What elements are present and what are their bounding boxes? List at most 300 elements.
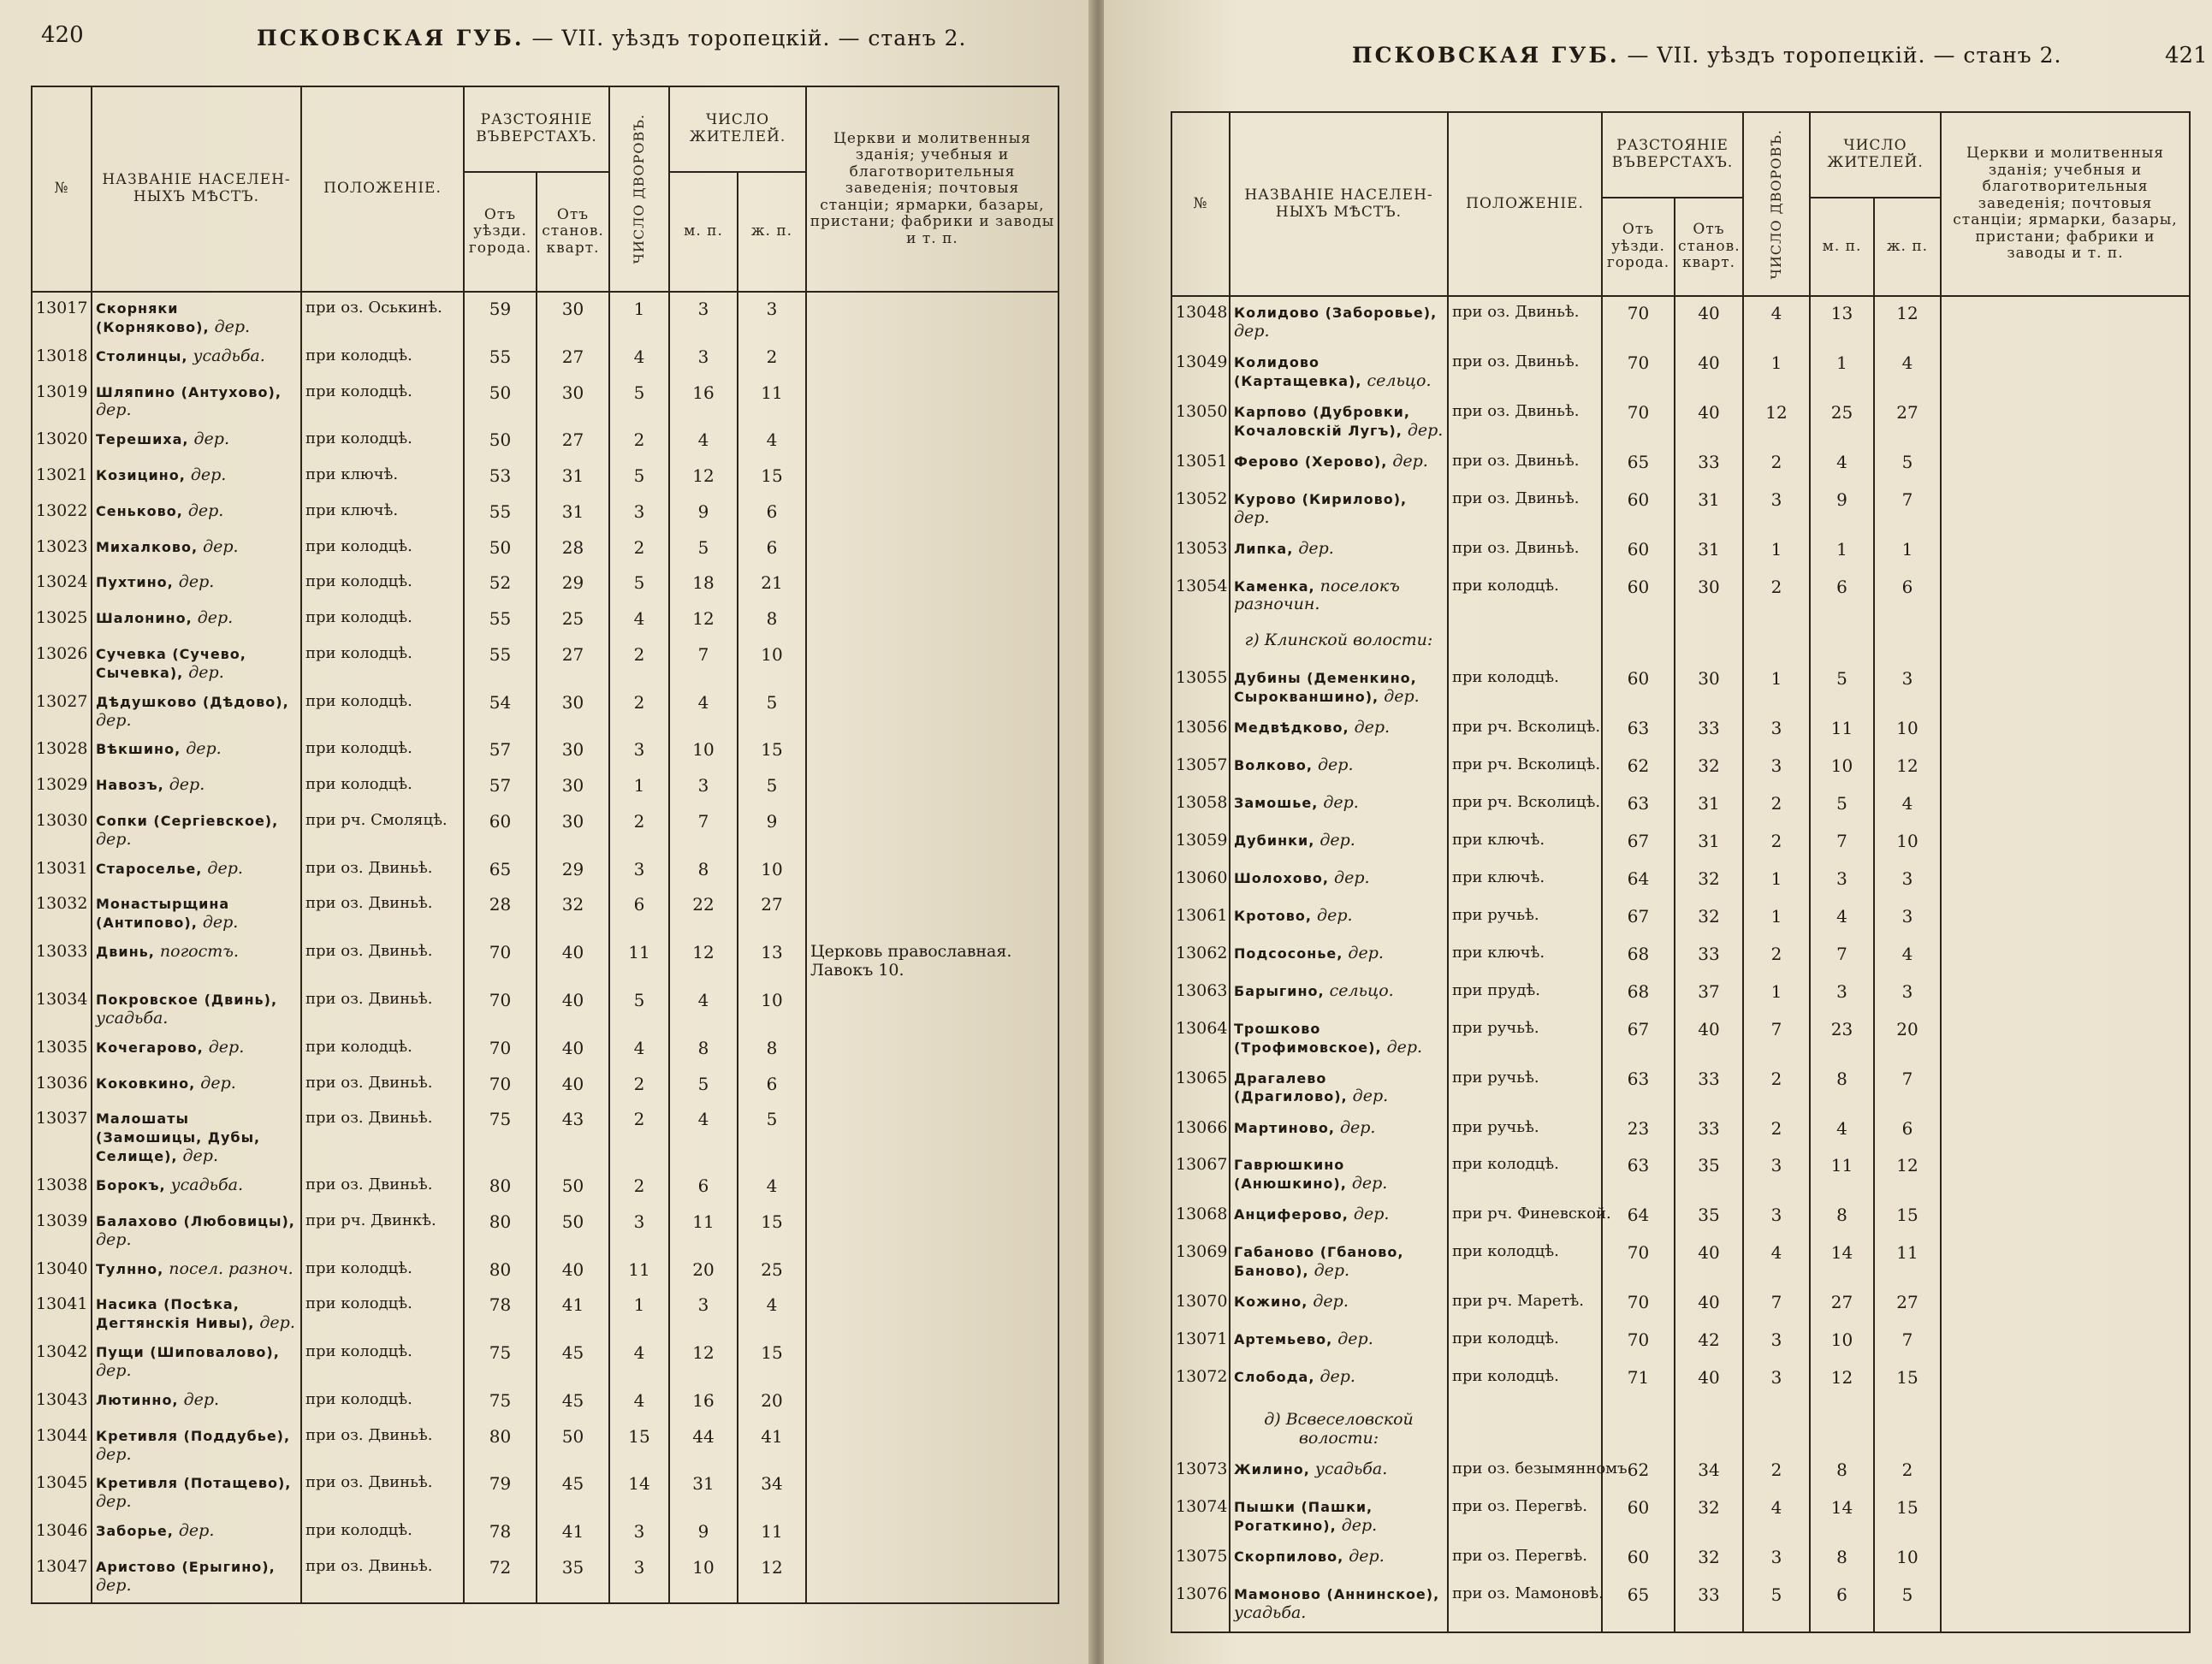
place-name: Жилино, [1234, 1460, 1310, 1477]
distance-station-cell: 32 [1675, 866, 1743, 903]
female-cell: 15 [1874, 1365, 1941, 1402]
row-number: 13026 [32, 642, 92, 690]
place-name-cell [92, 939, 301, 987]
notes-cell [1941, 666, 2190, 715]
position-cell: при колодцѣ. [1448, 1152, 1602, 1202]
yards-cell: 5 [609, 987, 669, 1035]
row-number: 13046 [32, 1519, 92, 1554]
distance-city-cell: 70 [464, 987, 537, 1035]
position-cell: при оз. Двиньѣ. [1448, 350, 1602, 400]
distance-station-cell: 33 [1675, 1116, 1743, 1153]
right-page [1104, 0, 2212, 1664]
notes-cell [1941, 1240, 2190, 1289]
distance-station-cell: 29 [537, 570, 609, 606]
row-number: 13044 [32, 1424, 92, 1472]
female-cell: 10 [1874, 828, 1941, 866]
place-name: Дѣдушково (Дѣдово), [96, 693, 289, 710]
male-cell: 10 [1810, 753, 1874, 791]
distance-station-cell: 33 [1675, 1066, 1743, 1116]
place-kind: дер. [1323, 793, 1359, 813]
distance-city-cell: 70 [464, 1035, 537, 1071]
distance-city-cell: 55 [464, 344, 537, 380]
place-name-cell [92, 499, 301, 535]
yards-cell: 1 [1743, 866, 1810, 903]
place-name: Сучевка (Сучево, Сычевка), [96, 645, 246, 681]
male-cell: 12 [669, 939, 738, 987]
distance-city-cell: 55 [464, 606, 537, 642]
row-number: 13021 [32, 463, 92, 499]
distance-city-cell: 60 [464, 808, 537, 856]
empty-cell [1941, 623, 2190, 666]
place-name-cell [92, 1035, 301, 1071]
female-cell: 7 [1874, 1066, 1941, 1116]
female-cell: 4 [1874, 350, 1941, 400]
running-head-title: ПСКОВСКАЯ ГУБ. [257, 26, 525, 50]
place-name-cell [1230, 1116, 1448, 1153]
table-row [1171, 487, 2190, 536]
distance-station-cell: 43 [537, 1106, 609, 1173]
female-cell: 13 [738, 939, 806, 987]
female-cell: 15 [738, 1340, 806, 1388]
distance-station-cell: 31 [537, 499, 609, 535]
distance-station-cell: 35 [537, 1554, 609, 1603]
notes-cell [1941, 536, 2190, 574]
position-cell: при колодцѣ. [301, 773, 464, 808]
place-name-cell [1230, 1289, 1448, 1327]
place-name-cell [92, 808, 301, 856]
place-name: Шолохово, [1234, 869, 1329, 886]
position-cell: при колодцѣ. [301, 690, 464, 737]
place-name-cell [1230, 903, 1448, 941]
yards-cell: 2 [609, 690, 669, 737]
place-kind: дер. [1234, 507, 1270, 527]
row-number: 13041 [32, 1292, 92, 1340]
row-number: 13038 [32, 1173, 92, 1209]
notes-cell [1941, 1289, 2190, 1327]
distance-city-cell: 80 [464, 1173, 537, 1209]
position-cell: при рч. Всколицѣ. [1448, 753, 1602, 791]
row-number: 13034 [32, 987, 92, 1035]
row-number: 13023 [32, 535, 92, 571]
table-body-right [1171, 296, 2190, 1632]
place-name: Сопки (Сергіевское), [96, 812, 279, 829]
yards-cell: 15 [609, 1424, 669, 1472]
distance-station-cell: 45 [537, 1340, 609, 1388]
place-kind: дер. [1354, 718, 1391, 737]
place-name: Барыгино, [1234, 982, 1325, 999]
place-kind: дер. [1351, 1174, 1388, 1193]
notes-cell [1941, 1116, 2190, 1153]
distance-city-cell: 63 [1602, 791, 1675, 828]
position-cell: при колодцѣ. [1448, 1240, 1602, 1289]
distance-city-cell: 28 [464, 891, 537, 939]
distance-city-cell: 62 [1602, 753, 1675, 791]
place-name-cell [1230, 866, 1448, 903]
place-name-cell [1230, 1240, 1448, 1289]
position-cell: при рч. Двинкѣ. [301, 1209, 464, 1257]
place-kind: дер. [178, 572, 215, 592]
place-kind: дер. [197, 608, 234, 628]
female-cell: 11 [1874, 1240, 1941, 1289]
position-cell: при колодцѣ. [1448, 574, 1602, 624]
position-cell: при ключѣ. [1448, 941, 1602, 979]
place-name-cell [1230, 1582, 1448, 1632]
male-cell: 13 [1810, 300, 1874, 350]
male-cell: 23 [1810, 1016, 1874, 1066]
male-cell: 12 [669, 606, 738, 642]
distance-city-cell: 71 [1602, 1365, 1675, 1402]
position-cell: при оз. Двиньѣ. [301, 1554, 464, 1603]
female-cell: 10 [738, 987, 806, 1035]
position-cell: при ключѣ. [1448, 828, 1602, 866]
notes-cell [1941, 1457, 2190, 1495]
yards-cell: 12 [1743, 400, 1810, 449]
running-head-rest: — VII. уѣздъ торопецкій. — станъ 2. [1627, 43, 2062, 68]
yards-cell: 2 [1743, 828, 1810, 866]
row-number: 13027 [32, 690, 92, 737]
row-number: 13064 [1171, 1016, 1230, 1066]
position-cell: при колодцѣ. [301, 642, 464, 690]
table-row [32, 463, 1059, 499]
notes-cell [806, 606, 1059, 642]
place-kind: дер. [96, 1360, 132, 1380]
place-name-cell [92, 1071, 301, 1107]
notes-cell [806, 499, 1059, 535]
distance-station-cell: 40 [537, 1035, 609, 1071]
yards-cell: 3 [609, 856, 669, 892]
table-row [1171, 1365, 2190, 1402]
yards-cell: 1 [1743, 350, 1810, 400]
notes-cell [1941, 1016, 2190, 1066]
yards-cell: 3 [1743, 487, 1810, 536]
row-number: 13060 [1171, 866, 1230, 903]
female-cell: 9 [738, 808, 806, 856]
table-row [1171, 1289, 2190, 1327]
yards-cell: 3 [1743, 715, 1810, 753]
position-cell: при оз. Двиньѣ. [301, 1471, 464, 1519]
distance-city-cell: 57 [464, 737, 537, 773]
row-number: 13029 [32, 773, 92, 808]
position-cell: при рч. Всколицѣ. [1448, 715, 1602, 753]
distance-city-cell: 50 [464, 427, 537, 463]
place-name-cell [1230, 1365, 1448, 1402]
notes-cell [806, 1209, 1059, 1257]
male-cell: 4 [669, 427, 738, 463]
male-cell: 16 [669, 380, 738, 428]
position-cell: при оз. Двиньѣ. [1448, 300, 1602, 350]
place-name-cell [1230, 1066, 1448, 1116]
col-num: № [1171, 112, 1230, 296]
row-number: 13055 [1171, 666, 1230, 715]
position-cell: при колодцѣ. [301, 535, 464, 571]
row-number: 13061 [1171, 903, 1230, 941]
place-kind: усадьба. [170, 1175, 243, 1195]
notes-cell [1941, 1202, 2190, 1240]
empty-cell [1743, 623, 1810, 666]
distance-station-cell: 40 [1675, 1289, 1743, 1327]
place-kind: дер. [1313, 1292, 1349, 1312]
female-cell: 15 [1874, 1495, 1941, 1544]
position-cell: при оз. Двиньѣ. [301, 1424, 464, 1472]
notes-cell [806, 891, 1059, 939]
position-cell: при рч. Всколицѣ. [1448, 791, 1602, 828]
yards-cell: 3 [1743, 1152, 1810, 1202]
table-row [32, 891, 1059, 939]
empty-cell [1743, 1402, 1810, 1457]
place-name-cell [92, 570, 301, 606]
position-cell: при оз. Перегвѣ. [1448, 1495, 1602, 1544]
female-cell: 15 [1874, 1202, 1941, 1240]
section-row [1171, 623, 2190, 666]
place-name-cell [1230, 487, 1448, 536]
distance-city-cell: 63 [1602, 1066, 1675, 1116]
place-kind: дер. [190, 465, 227, 485]
distance-station-cell: 32 [1675, 1544, 1743, 1582]
row-number: 13062 [1171, 941, 1230, 979]
col-female: ж. п. [1874, 198, 1941, 296]
table-row [32, 1257, 1059, 1293]
col-yards [609, 86, 669, 292]
position-cell: при оз. Двиньѣ. [1448, 536, 1602, 574]
place-kind: дер. [96, 1229, 132, 1249]
place-name: Дубинки, [1234, 832, 1315, 850]
male-cell: 5 [669, 1071, 738, 1107]
female-cell: 10 [1874, 1544, 1941, 1582]
empty-cell [1602, 1402, 1675, 1457]
distance-city-cell: 80 [464, 1424, 537, 1472]
position-cell: при оз. Двиньѣ. [301, 1071, 464, 1107]
row-number: 13020 [32, 427, 92, 463]
distance-station-cell: 30 [1675, 666, 1743, 715]
place-name: Скорпилово, [1234, 1548, 1344, 1565]
female-cell: 34 [738, 1471, 806, 1519]
position-cell: при ручьѣ. [1448, 903, 1602, 941]
male-cell: 9 [669, 1519, 738, 1554]
position-cell: при оз. Двиньѣ. [301, 1173, 464, 1209]
place-name: Медвѣдково, [1234, 719, 1349, 737]
distance-station-cell: 50 [537, 1209, 609, 1257]
place-name-cell [92, 856, 301, 892]
row-number: 13065 [1171, 1066, 1230, 1116]
table-row [32, 856, 1059, 892]
distance-station-cell: 33 [1675, 715, 1743, 753]
place-kind: поселокъ разночин. [1234, 576, 1400, 614]
place-name: Двинь, [96, 944, 155, 961]
male-cell: 7 [1810, 941, 1874, 979]
place-name-cell [92, 1519, 301, 1554]
position-cell: при колодцѣ. [301, 570, 464, 606]
table-row [1171, 828, 2190, 866]
male-cell: 3 [669, 296, 738, 344]
distance-city-cell: 55 [464, 499, 537, 535]
notes-cell: Церковь православная. Лавокъ 10. [806, 939, 1059, 987]
row-number [1171, 623, 1230, 666]
male-cell: 10 [1810, 1327, 1874, 1365]
yards-cell: 2 [1743, 1457, 1810, 1495]
notes-cell [1941, 300, 2190, 350]
position-cell: при рч. Смоляцѣ. [301, 808, 464, 856]
place-kind: дер. [203, 536, 239, 556]
female-cell: 6 [1874, 574, 1941, 624]
col-notes: Церкви и молитвенныя зданія; учебныя и благотворительныя заведенія; почтовыя станціи; ярмарки, базары, пристани; фабрики и заводы и т. п. [1941, 112, 2190, 296]
place-name-cell [92, 463, 301, 499]
place-name-cell [1230, 1016, 1448, 1066]
table-row [32, 1340, 1059, 1388]
place-name: Аристово (Ерыгино), [96, 1558, 276, 1575]
position-cell: при колодцѣ. [301, 344, 464, 380]
distance-station-cell: 31 [1675, 828, 1743, 866]
place-name-cell [92, 1424, 301, 1472]
row-number: 13035 [32, 1035, 92, 1071]
table-row [1171, 574, 2190, 624]
notes-cell [1941, 1327, 2190, 1365]
distance-station-cell: 40 [1675, 1365, 1743, 1402]
distance-city-cell: 79 [464, 1471, 537, 1519]
female-cell: 5 [1874, 1582, 1941, 1632]
male-cell: 14 [1810, 1240, 1874, 1289]
place-name-cell [92, 891, 301, 939]
notes-cell [806, 344, 1059, 380]
place-kind: дер. [1341, 1515, 1378, 1535]
distance-city-cell: 68 [1602, 979, 1675, 1016]
position-cell: при оз. Двиньѣ. [301, 987, 464, 1035]
yards-cell: 5 [1743, 1582, 1810, 1632]
running-head-title: ПСКОВСКАЯ ГУБ. [1352, 43, 1620, 68]
place-name: Липка, [1234, 540, 1294, 557]
place-kind: дер. [214, 317, 251, 336]
male-cell: 6 [1810, 1582, 1874, 1632]
position-cell: при колодцѣ. [301, 606, 464, 642]
notes-cell [1941, 449, 2190, 487]
female-cell: 4 [1874, 941, 1941, 979]
yards-cell: 4 [609, 344, 669, 380]
place-name: Каменка, [1234, 577, 1315, 595]
place-name-cell [1230, 1544, 1448, 1582]
male-cell: 3 [1810, 866, 1874, 903]
male-cell: 4 [1810, 449, 1874, 487]
table-row [32, 1035, 1059, 1071]
place-name: Драгалево (Драгилово), [1234, 1069, 1348, 1105]
distance-city-cell: 67 [1602, 903, 1675, 941]
male-cell: 7 [669, 808, 738, 856]
table-row [1171, 1544, 2190, 1582]
row-number: 13069 [1171, 1240, 1230, 1289]
yards-cell: 4 [1743, 1240, 1810, 1289]
place-name: Малошаты (Замошицы, Дубы, Селище), [96, 1110, 261, 1164]
place-name: Покровское (Двинь), [96, 992, 278, 1009]
row-number: 13066 [1171, 1116, 1230, 1153]
distance-city-cell: 60 [1602, 1495, 1675, 1544]
notes-cell [806, 570, 1059, 606]
notes-cell [1941, 791, 2190, 828]
empty-cell [1874, 1402, 1941, 1457]
place-kind: дер. [1319, 831, 1355, 850]
distance-city-cell: 63 [1602, 715, 1675, 753]
position-cell: при колодцѣ. [301, 1257, 464, 1293]
table-row [1171, 300, 2190, 350]
yards-cell: 3 [1743, 1327, 1810, 1365]
place-name: Кротово, [1234, 907, 1312, 924]
table-row [32, 737, 1059, 773]
col-name: НАЗВАНІЕ НАСЕЛЕН- НЫХЪ МѢСТЪ. [92, 86, 301, 292]
yards-cell: 1 [609, 1292, 669, 1340]
row-number: 13059 [1171, 828, 1230, 866]
female-cell: 10 [738, 856, 806, 892]
yards-cell: 3 [1743, 1365, 1810, 1402]
place-kind: дер. [1298, 538, 1334, 558]
col-dist-station: Отъ станов. кварт. [537, 172, 609, 292]
row-number: 13054 [1171, 574, 1230, 624]
table-row [32, 1292, 1059, 1340]
table-row [32, 296, 1059, 344]
yards-cell: 2 [609, 642, 669, 690]
table-row [32, 1071, 1059, 1107]
row-number: 13030 [32, 808, 92, 856]
distance-city-cell: 64 [1602, 1202, 1675, 1240]
table-row [1171, 1116, 2190, 1153]
notes-cell [1941, 350, 2190, 400]
table-row [32, 1106, 1059, 1173]
col-yards [1743, 112, 1810, 296]
yards-cell: 2 [609, 427, 669, 463]
yards-cell: 2 [609, 1106, 669, 1173]
place-name: Михалково, [96, 538, 199, 555]
distance-station-cell: 33 [1675, 1582, 1743, 1632]
male-cell: 4 [669, 1106, 738, 1173]
place-name: Монастырщина (Антипово), [96, 896, 230, 932]
place-kind: дер. [1352, 1087, 1389, 1106]
yards-cell: 3 [609, 737, 669, 773]
distance-city-cell: 23 [1602, 1116, 1675, 1153]
female-cell: 12 [738, 1554, 806, 1603]
female-cell: 12 [1874, 753, 1941, 791]
col-male: м. п. [1810, 198, 1874, 296]
table-row [32, 1173, 1059, 1209]
notes-cell [806, 427, 1059, 463]
notes-cell [806, 1071, 1059, 1107]
female-cell: 5 [1874, 449, 1941, 487]
position-cell: при оз. Двиньѣ. [1448, 449, 1602, 487]
empty-cell [1810, 623, 1874, 666]
male-cell: 12 [1810, 1365, 1874, 1402]
distance-city-cell: 75 [464, 1106, 537, 1173]
distance-station-cell: 40 [1675, 350, 1743, 400]
place-name-cell [92, 1106, 301, 1173]
distance-station-cell: 31 [1675, 536, 1743, 574]
male-cell: 6 [1810, 574, 1874, 624]
distance-city-cell: 70 [1602, 300, 1675, 350]
female-cell: 1 [1874, 536, 1941, 574]
place-name-cell [1230, 715, 1448, 753]
notes-cell [1941, 941, 2190, 979]
row-number: 13056 [1171, 715, 1230, 753]
row-number: 13067 [1171, 1152, 1230, 1202]
place-name-cell [92, 1554, 301, 1603]
row-number: 13033 [32, 939, 92, 987]
empty-cell [1675, 623, 1743, 666]
position-cell: при колодцѣ. [301, 380, 464, 428]
notes-cell [806, 1554, 1059, 1603]
notes-cell [1941, 400, 2190, 449]
distance-station-cell: 50 [537, 1424, 609, 1472]
place-kind: погостъ. [159, 942, 239, 962]
female-cell: 3 [1874, 979, 1941, 1016]
position-cell: при прудѣ. [1448, 979, 1602, 1016]
position-cell: при рч. Финевской. [1448, 1202, 1602, 1240]
table-row [32, 1209, 1059, 1257]
place-kind: дер. [1348, 943, 1384, 962]
position-cell: при ручьѣ. [1448, 1116, 1602, 1153]
